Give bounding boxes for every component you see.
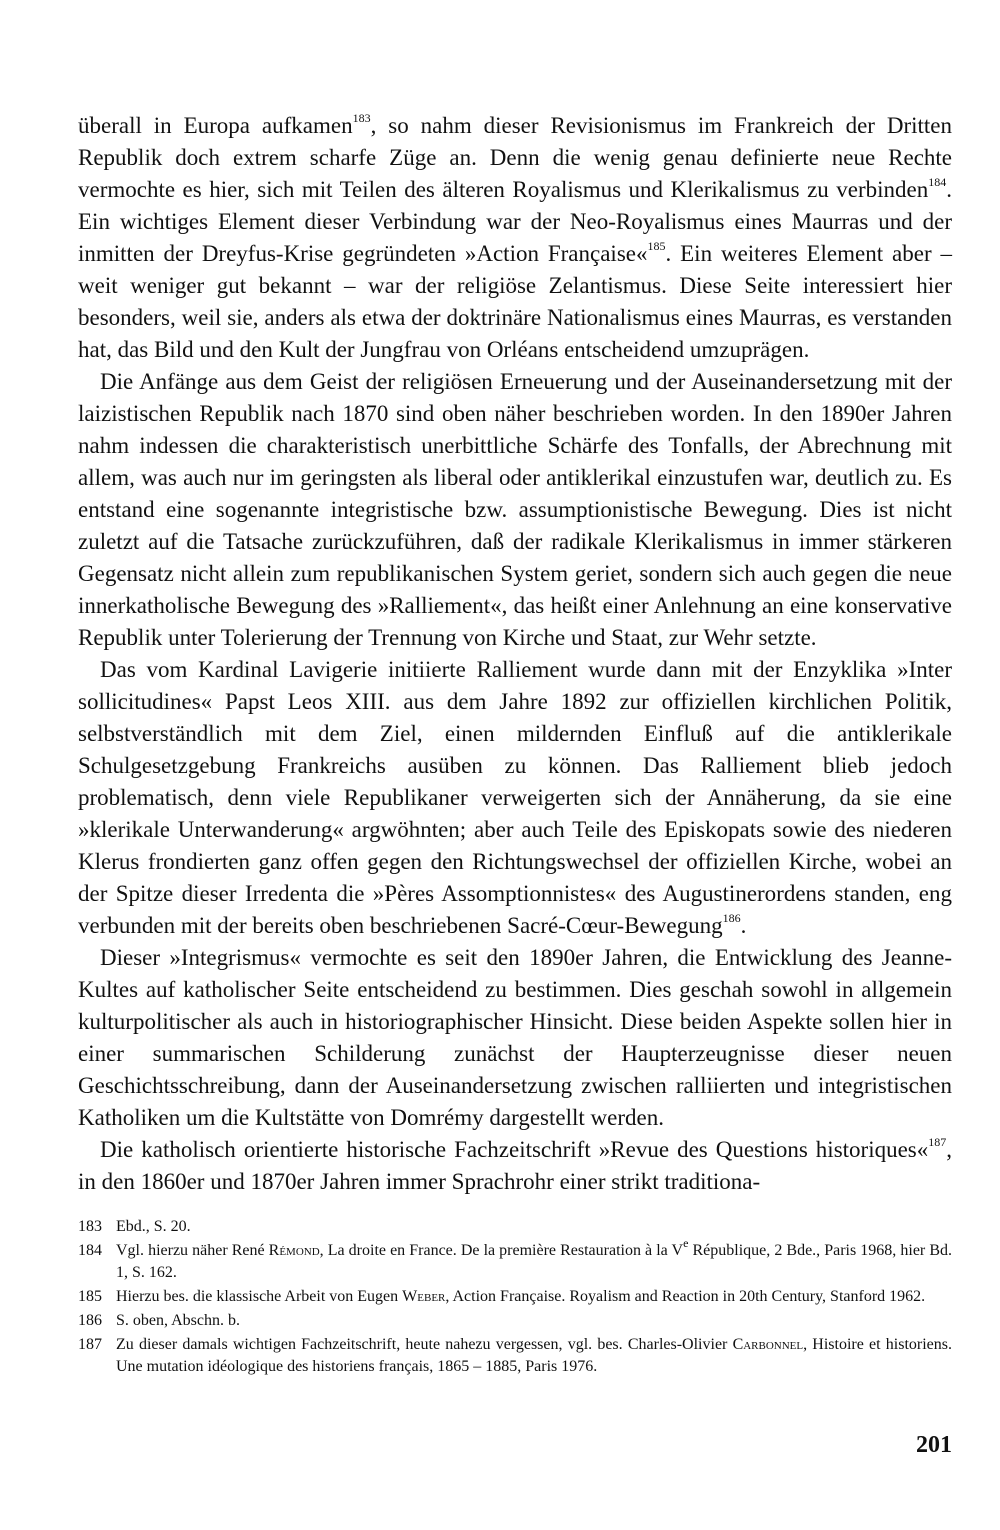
footnote-reference: 184: [928, 175, 947, 190]
author-name: Carbonnel: [732, 1336, 804, 1353]
footnote: [78, 1334, 952, 1378]
footnote-text: [116, 1235, 952, 1284]
text-run: Die katholisch orientierte historische Fachzeitschrift »Revue des Questions historiques«: [100, 1137, 929, 1162]
footnote-number: 186: [78, 1312, 102, 1329]
footnote-number: 187: [78, 1336, 102, 1353]
text-run: Ebd., S. 20.: [116, 1218, 191, 1235]
text-run: überall in Europa aufkamen: [78, 113, 353, 138]
footnote-reference: 185: [647, 239, 666, 254]
footnote-reference: 187: [928, 1135, 947, 1150]
paragraph-3: [78, 654, 952, 942]
footnote: [78, 1216, 952, 1238]
footnote: [78, 1310, 952, 1332]
text-run: République, 2 Bde., Paris 1968, hier Bd. 1, S. 162.: [116, 1242, 952, 1281]
page: [78, 110, 952, 1380]
superscript: e: [683, 1235, 689, 1250]
footnote: [78, 1286, 952, 1308]
footnote-number: 183: [78, 1218, 102, 1235]
text-run: , in den 1860er und 1870er Jahren immer Sprachrohr einer strikt traditiona-: [78, 1137, 952, 1194]
footnote-reference: 183: [352, 111, 371, 126]
text-run: .: [740, 913, 747, 938]
footnote-text: [116, 1286, 952, 1308]
body-text: [78, 110, 952, 1198]
footnote: [78, 1235, 952, 1284]
footnote-text: [116, 1334, 952, 1378]
footnotes: [78, 1216, 952, 1378]
paragraph-2: [78, 366, 952, 654]
text-run: . Ein wichtiges Element dieser Verbindung war der Neo-Royalismus eines Maurras und der inmitten der Dreyfus-Krise gegründeten »Action Française«: [78, 177, 952, 266]
footnote-text: [116, 1216, 952, 1238]
text-run: , Action Française. Royalism and Reaction in 20th Century, Stanford 1962.: [445, 1288, 926, 1305]
paragraph-5: [78, 1134, 952, 1198]
text-run: , so nahm dieser Revisionismus im Frankreich der Dritten Republik doch extrem scharfe Züge an. Denn die wenig genau definierte neue Rechte vermochte es hier, sich mit Teilen des älteren Royalismus und Klerikalismus zu verbinden: [78, 113, 953, 202]
footnote-number: 184: [78, 1242, 102, 1259]
text-run: Hierzu bes. die klassische Arbeit von Eugen: [116, 1288, 403, 1305]
footnote-number: 185: [78, 1288, 102, 1305]
text-run: Zu dieser damals wichtigen Fachzeitschrift, heute nahezu vergessen, vgl. bes. Charles-Olivier: [116, 1336, 733, 1353]
footnote-reference: 186: [722, 911, 741, 926]
paragraph-4: [78, 942, 952, 1134]
text-run: Die Anfänge aus dem Geist der religiösen Erneuerung und der Auseinandersetzung mit der laizistischen Republik nach 1870 sind oben näher beschrieben worden. In den 1890er Jahren nahm indessen die charakteristisch unerbittliche Schärfe des Tonfalls, der Abrechnung mit allem, was auch nur im geringsten als liberal oder antiklerikal einzustufen war, deutlich zu. Es entstand eine sogenannte integristische bzw. assumptionistische Bewegung. Dies ist nicht zuletzt auf die Tatsache zurückzuführen, daß der radikale Klerikalismus in immer stärkeren Gegensatz nicht allein zum republikanischen System geriet, sondern sich auch gegen die neue innerkatholische Bewegung des »Ralliement«, das heißt einer Anlehnung an eine konservative Republik unter Tolerierung der Trennung von Kirche und Staat, zur Wehr setzte.: [78, 369, 952, 650]
footnote-text: [116, 1310, 952, 1332]
paragraph-1: [78, 110, 952, 366]
author-name: Weber: [402, 1288, 446, 1305]
text-run: , La droite en France. De la première Restauration à la V: [319, 1242, 684, 1259]
text-run: Vgl. hierzu näher René: [116, 1242, 269, 1259]
text-run: . Ein weiteres Element aber – weit weniger gut bekannt – war der religiöse Zelantismus. Diese Seite interessiert hier besonders, weil sie, anders als etwa der doktrinäre Nationalismus eines Maurras, es verstanden hat, das Bild und den Kult der Jungfrau von Orléans entscheidend umzuprägen.: [78, 241, 952, 362]
text-run: Dieser »Integrismus« vermochte es seit den 1890er Jahren, die Entwicklung des Jeanne-Kultes auf katholischer Seite entscheidend zu bestimmen. Dies geschah sowohl in allgemein kulturpolitischer als auch in historiographischer Hinsicht. Diese beiden Aspekte sollen hier in einer summarischen Schilderung zunächst der Haupterzeugnisse dieser neuen Geschichtsschreibung, dann der Auseinandersetzung zwischen ralliierten und integristischen Katholiken um die Kultstätte von Domrémy dargestellt werden.: [78, 945, 952, 1130]
page-number: 201: [916, 1432, 952, 1458]
text-run: S. oben, Abschn. b.: [116, 1312, 240, 1329]
text-run: , Histoire et historiens. Une mutation idéologique des historiens français, 1865 – 1885, Paris 1976.: [116, 1336, 952, 1375]
author-name: Rémond: [268, 1242, 320, 1259]
text-run: Das vom Kardinal Lavigerie initiierte Ralliement wurde dann mit der Enzyklika »Inter sollicitudines« Papst Leos XIII. aus dem Jahre 1892 zur offiziellen kirchlichen Politik, selbstverständlich mit dem Ziel, einen mildernden Einfluß auf die antiklerikale Schulgesetzgebung Frankreichs ausüben zu können. Das Ralliement blieb jedoch problematisch, denn viele Republikaner verweigerten sich der Annäherung, da sie eine »klerikale Unterwanderung« argwöhnten; aber auch Teile des Episkopats sowie des niederen Klerus frondierten ganz offen gegen den Richtungswechsel der offiziellen Kirche, wobei an der Spitze dieser Irredenta die »Pères Assomptionnistes« des Augustinerordens standen, eng verbunden mit der bereits oben beschriebenen Sacré-Cœur-Bewegung: [78, 657, 952, 938]
